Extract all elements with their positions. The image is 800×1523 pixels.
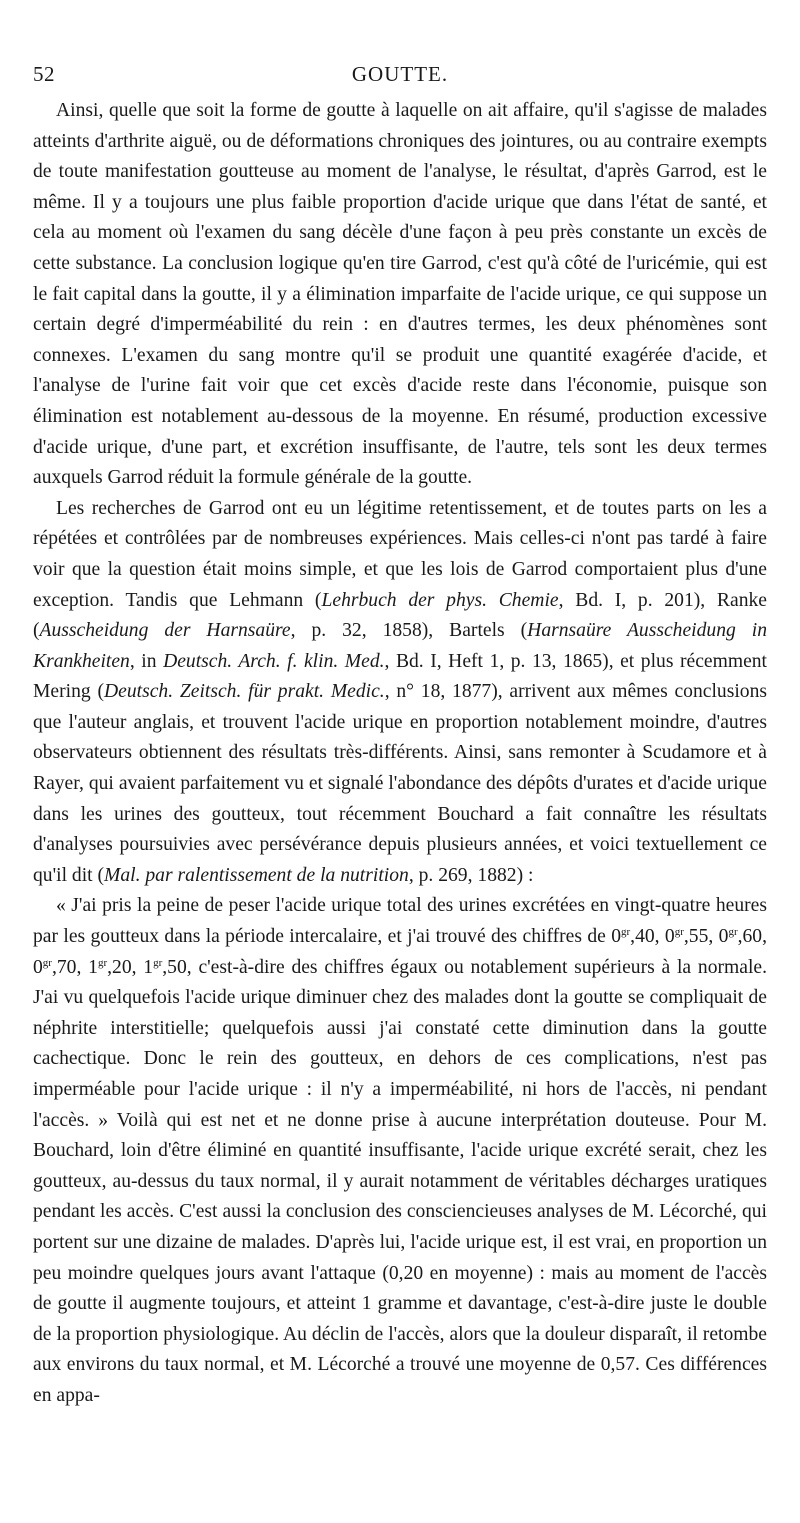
unit-gr: gr bbox=[621, 926, 631, 939]
citation-title: Ausscheidung der Harnsaüre bbox=[39, 620, 291, 642]
citation-title: Deutsch. Arch. f. klin. Med. bbox=[163, 650, 385, 672]
text-run: ,50, c'est-à-dire des chiffres égaux ou notablement supérieurs à la normale. J'ai vu quelquefois l'acide urique diminuer chez des malades dont la goutte se compliquait de néphrite interstitielle; quelquefois aussi j'ai constaté cette diminution dans la goutte cachectique. Donc le rein des goutteux, en dehors de ces complications, n'est pas imperméable pour l'acide urique : il n'y a imperméabilité, ni hors de l'accès, ni pendant l'accès. » Voilà qui est net et ne donne prise à aucune interprétation douteuse. Pour M. Bouchard, loin d'être éliminé en quantité insuffisante, l'acide urique excrété serait, chez les goutteux, au-dessus du taux normal, il y aurait notamment de véritables décharges uratiques pendant les accès. C'est aussi la conclusion des consciencieuses analyses de M. Lécorché, qui portent sur une dizaine de malades. D'après lui, l'acide urique est, il est vrai, en proportion un peu moindre quelques jours avant l'attaque (0,20 en moyenne) : mais au moment de l'accès de goutte il augmente toujours, et atteint 1 gramme et davantage, c'est-à-dire juste le double de la proportion physiologique. Au déclin de l'accès, alors que la douleur disparaît, il retombe aux environs du taux normal, et M. Lécorché a trouvé une moyenne de 0,57. Ces différences en appa- bbox=[33, 956, 767, 1406]
text-run: Les recherches de Garrod ont eu un légitime retentissement, et de toutes parts on les a répétées et contrôlées par de nombreuses expériences. Mais celles-ci n'ont pas tardé à faire voir que la question était moins simple, et que les lois de Garrod comportaient plus d'une exception. Tandis que Lehmann ( bbox=[33, 497, 767, 611]
running-title: GOUTTE. bbox=[351, 62, 449, 86]
paragraph: Ainsi, quelle que soit la forme de goutte à laquelle on ait affaire, qu'il s'agisse de malades atteints d'arthrite aiguë, ou de déformations chroniques des jointures, ou au contraire exempts de toute manifestation goutteuse au moment de l'analyse, le résultat, d'après Garrod, est le même. Il y a toujours une plus faible proportion d'acide urique que dans l'état de santé, et cela au moment où l'examen du sang décèle d'une façon à peu près constante un excès de cette substance. La conclusion logique qu'en tire Garrod, c'est qu'à côté de l'uricémie, qui est le fait capital dans la goutte, il y a élimination imparfaite de l'acide urique, ce qui suppose un certain degré d'imperméabilité du rein : en d'autres termes, les deux phénomènes sont connexes. L'examen du sang montre qu'il se produit une quantité exagérée d'acide, et l'analyse de l'urine fait voir que cet excès d'acide reste dans l'économie, puisque son élimination est notablement au-dessous de la moyenne. En résumé, production excessive d'acide urique, d'une part, et excrétion insuffisante, de l'autre, tels sont les deux termes auxquels Garrod réduit la formule générale de la goutte. bbox=[33, 100, 767, 489]
paragraph bbox=[33, 891, 767, 1411]
citation-title: Deutsch. Zeitsch. für prakt. Medic. bbox=[103, 681, 385, 703]
text-run: « J'ai pris la peine de peser l'acide urique total des urines excrétées en vingt-quatre heures par les goutteux dans la période intercalaire, et j'ai trouvé des chiffres de 0 bbox=[33, 895, 767, 948]
citation-title: Lehrbuch der phys. Chemie bbox=[321, 589, 559, 611]
book-page bbox=[33, 62, 767, 1412]
citation-title: Harnsaüre Ausscheidung in Krankheiten bbox=[33, 620, 768, 672]
text-run: ,20, 1 bbox=[107, 956, 154, 978]
text-run: , p. 269, 1882) : bbox=[408, 864, 534, 886]
body-text bbox=[33, 96, 767, 1412]
running-header bbox=[33, 62, 767, 92]
text-run: ,70, 1 bbox=[51, 956, 98, 978]
text-run: , in bbox=[129, 650, 164, 672]
unit-gr: gr bbox=[153, 956, 163, 969]
text-run: ,60, 0 bbox=[33, 926, 767, 978]
paragraph bbox=[33, 494, 767, 892]
text-run: , p. 32, 1858), Bartels ( bbox=[290, 620, 528, 642]
text-run: , Bd. I, p. 201), Ranke ( bbox=[33, 589, 767, 642]
unit-gr: gr bbox=[97, 956, 108, 969]
unit-gr: gr bbox=[42, 956, 52, 969]
unit-gr: gr bbox=[728, 926, 738, 939]
text-run: ,40, 0 bbox=[630, 926, 675, 948]
page-number: 52 bbox=[33, 62, 55, 86]
citation-title: Mal. par ralentissement de la nutrition bbox=[104, 864, 409, 886]
text-run: ,55, 0 bbox=[683, 926, 729, 948]
text-run: , n° 18, 1877), arrivent aux mêmes conclusions que l'auteur anglais, et trouvent l'acide urique en proportion notablement moindre, d'autres observateurs obtiennent des résultats très-différents. Ainsi, sans remonter à Scudamore et à Rayer, qui avaient parfaitement vu et signalé l'abondance des dépôts d'urates et d'acide urique dans les urines des goutteux, tout récemment Bouchard a fait connaître les résultats d'analyses poursuivies avec persévérance depuis plusieurs années, et voici textuellement ce qu'il dit ( bbox=[33, 681, 767, 886]
unit-gr: gr bbox=[674, 926, 684, 939]
text-run: , Bd. I, Heft 1, p. 13, 1865), et plus récemment Mering ( bbox=[33, 650, 768, 703]
